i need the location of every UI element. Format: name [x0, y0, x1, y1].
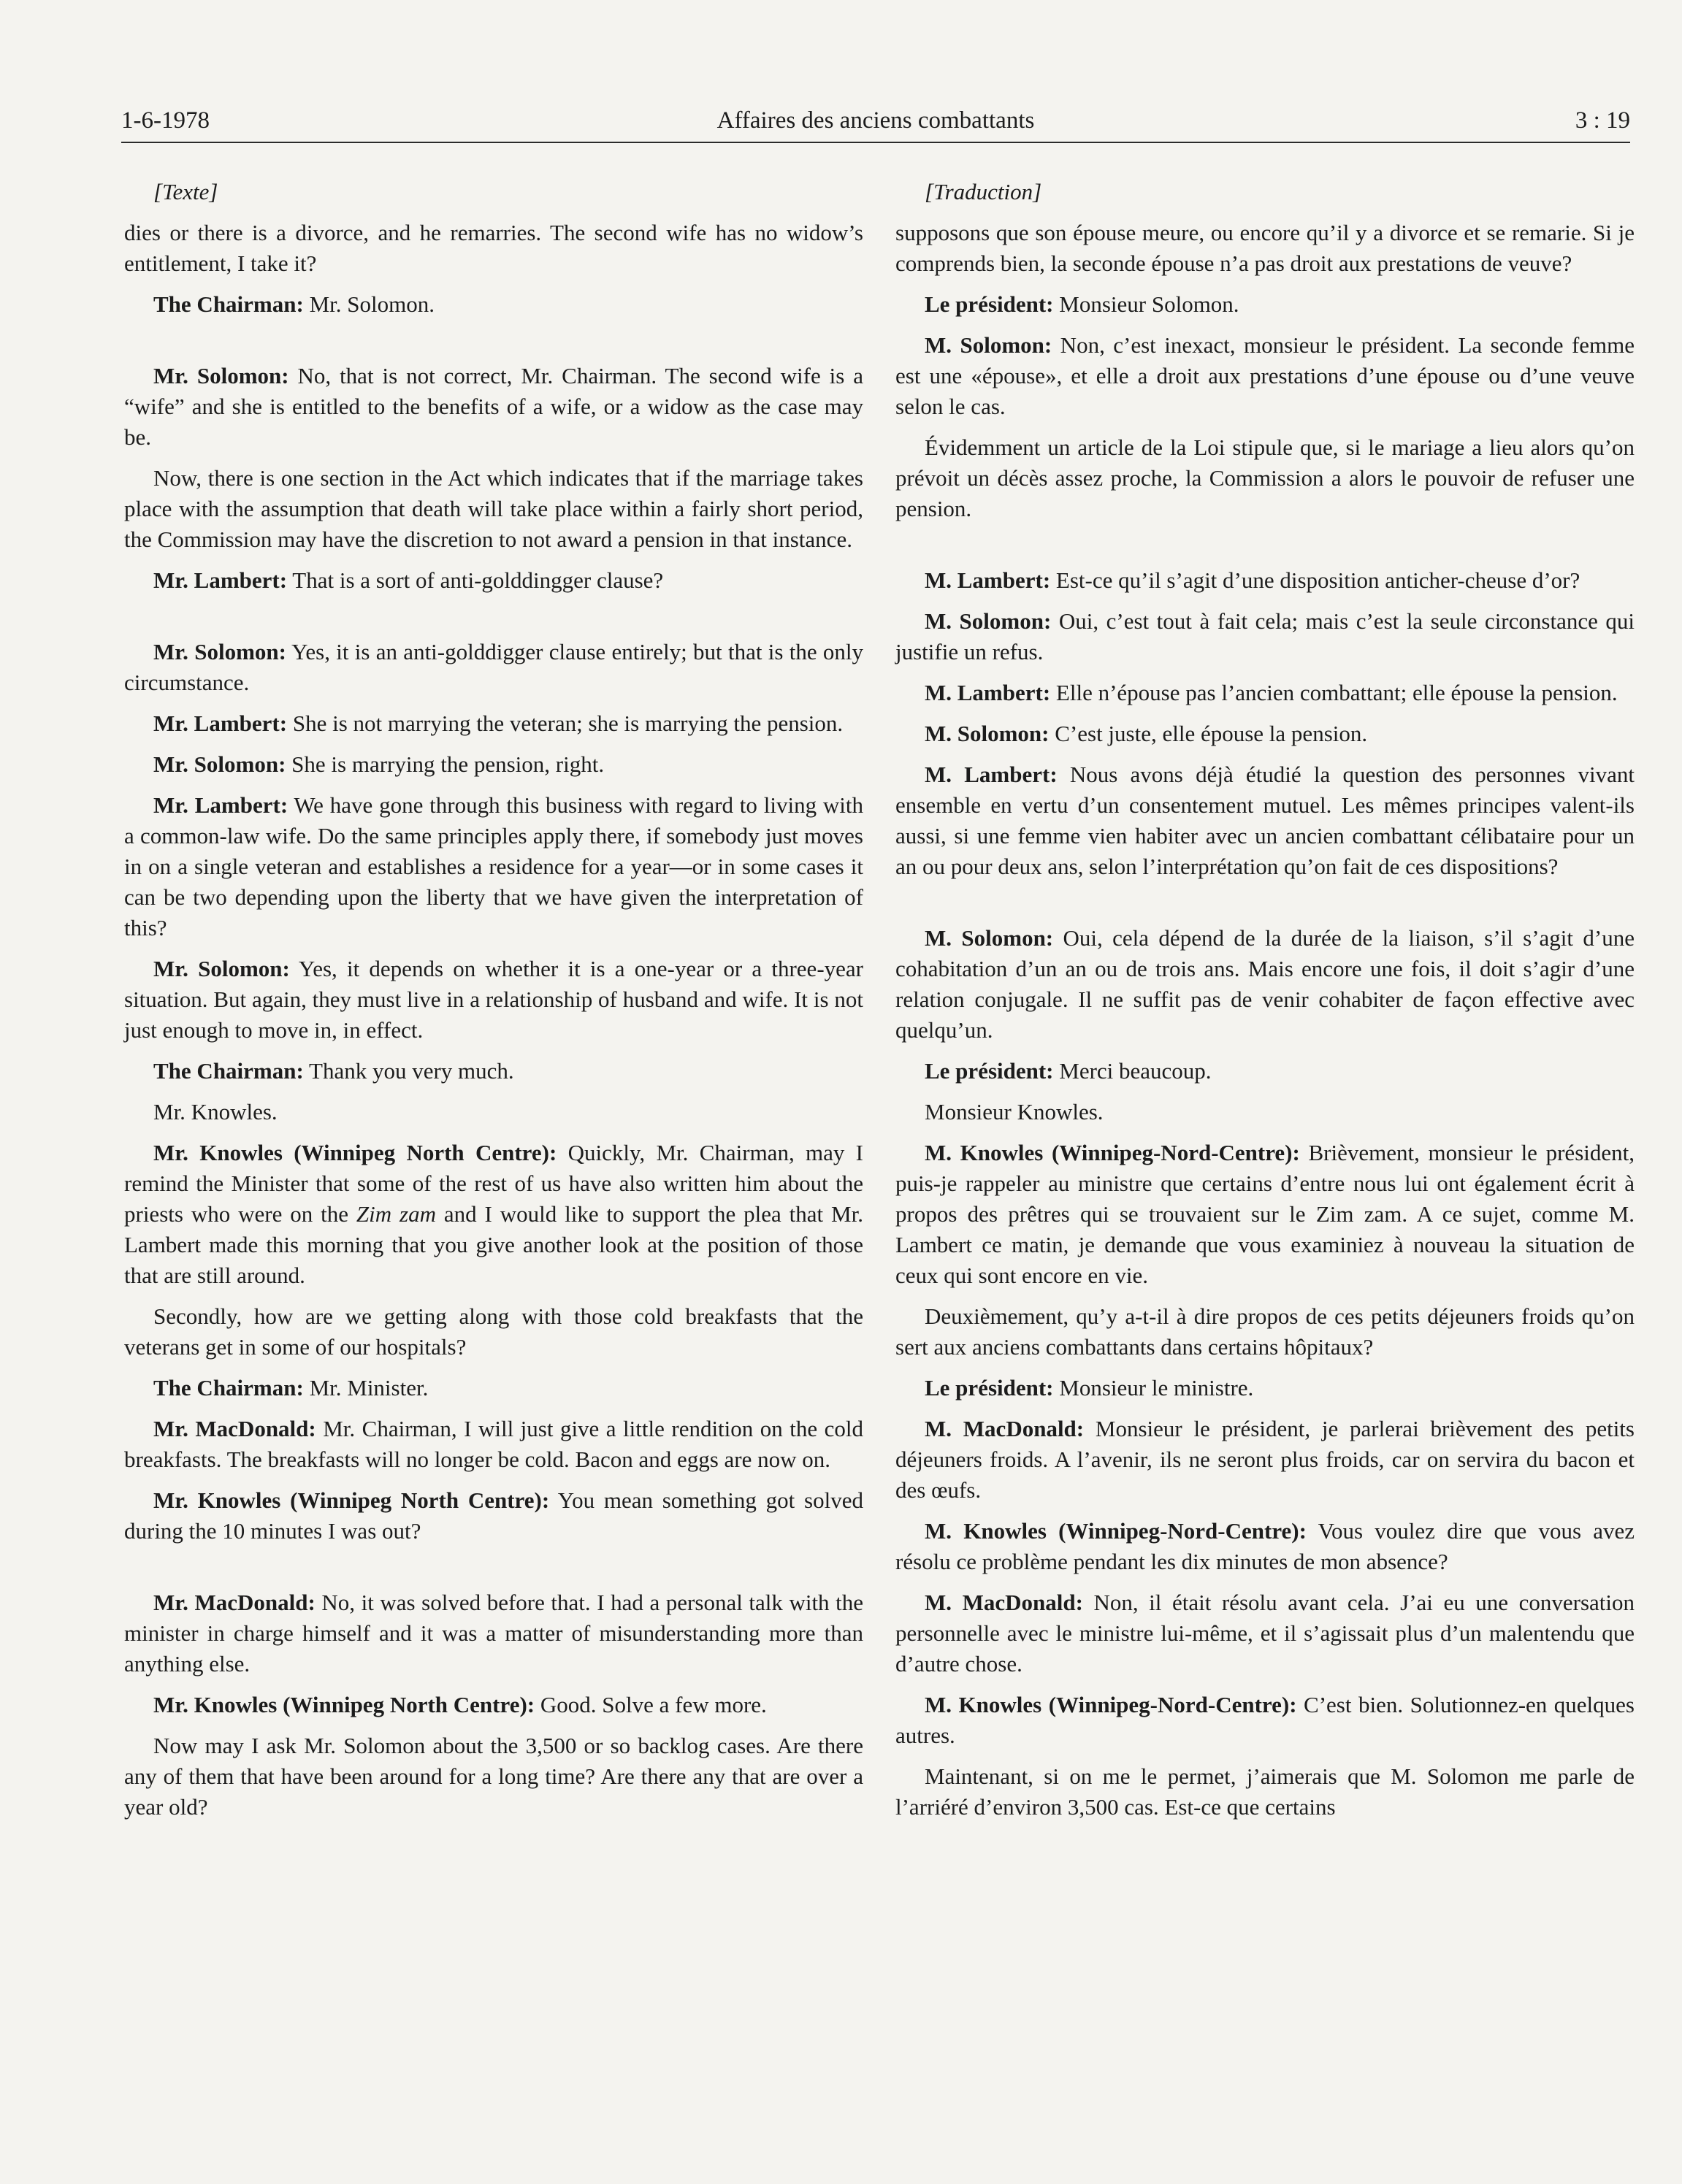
column-label: [Traduction]	[925, 179, 1042, 204]
speaker-name: M. Solomon:	[925, 925, 1054, 951]
paragraph: M. Lambert: Est-ce qu’il s’agit d’une disposition anticher-cheuse d’or?	[925, 567, 1580, 593]
speaker-name: Mr. Solomon:	[153, 639, 286, 664]
speaker-name: Mr. Lambert:	[153, 567, 288, 593]
speaker-name: M. Lambert:	[925, 680, 1051, 705]
speaker-name: Le président:	[925, 291, 1054, 317]
paragraph: Mr. Solomon: She is marrying the pension, right.	[153, 751, 605, 777]
paragraph: Mr. MacDonald: Mr. Chairman, I will just give a little rendition on the cold breakfasts. The breakfasts will no longer be cold. Bacon and eggs are now on.	[124, 1416, 863, 1472]
paragraph: Mr. Knowles (Winnipeg North Centre): You mean something got solved during the 10 minutes I was out?	[124, 1487, 863, 1544]
paragraph: M. Solomon: C’est juste, elle épouse la pension.	[925, 721, 1368, 746]
speaker-name: Mr. Solomon:	[153, 956, 290, 981]
paragraph: Now may I ask Mr. Solomon about the 3,500 or so backlog cases. Are there any of them that have been around for a long time? Are there any that are over a year old?	[124, 1733, 863, 1820]
speaker-name: Mr. MacDonald:	[153, 1590, 316, 1615]
paragraph: The Chairman: Thank you very much.	[153, 1058, 514, 1084]
speaker-name: Mr. MacDonald:	[153, 1416, 316, 1441]
speaker-name: M. Knowles (Winnipeg-Nord-Centre):	[925, 1140, 1300, 1165]
paragraph: Le président: Monsieur le ministre.	[925, 1375, 1254, 1401]
paragraph: M. Knowles (Winnipeg-Nord-Centre): C’est bien. Solutionnez-en quelques autres.	[895, 1692, 1635, 1748]
paragraph: Monsieur Knowles.	[925, 1099, 1104, 1124]
speaker-name: Le président:	[925, 1375, 1054, 1401]
header-rule	[121, 142, 1630, 143]
column-label: [Texte]	[153, 179, 218, 204]
paragraph: Mr. Lambert: She is not marrying the veteran; she is marrying the pension.	[153, 710, 844, 736]
paragraph: M. Knowles (Winnipeg-Nord-Centre): Vous voulez dire que vous avez résolu ce problème pendant les dix minutes de mon absence?	[895, 1518, 1635, 1574]
paragraph: Mr. Knowles.	[153, 1099, 278, 1124]
paragraph: M. MacDonald: Monsieur le président, je parlerai brièvement des petits déjeuners froids. A l’avenir, ils ne seront plus froids, car on servira du bacon et des œufs.	[895, 1416, 1635, 1503]
paragraph: Mr. Solomon: No, that is not correct, Mr. Chairman. The second wife is a “wife” and she is entitled to the benefits of a wife, or a widow as the case may be.	[124, 363, 863, 450]
speaker-name: Mr. Lambert:	[153, 792, 288, 818]
speaker-name: Mr. Knowles (Winnipeg North Centre):	[153, 1692, 535, 1717]
paragraph: M. Lambert: Nous avons déjà étudié la question des personnes vivant ensemble en vertu d’un consentement mutuel. Les mêmes principes valent-ils aussi, si une femme vien habiter avec un ancien combattant célibataire pour un an ou pour deux ans, selon l’interprétation qu’on fait de ces dispositions?	[895, 762, 1635, 879]
speaker-name: M. Lambert:	[925, 762, 1058, 787]
paragraph: Mr. Lambert: We have gone through this business with regard to living with a common-law wife. Do the same principles apply there, if somebody just moves in on a single veteran and establishes a residence for a year—or in some cases it can be two depending upon the liberty that we have given the interpretation of this?	[124, 792, 863, 940]
speaker-name: M. Lambert:	[925, 567, 1051, 593]
paragraph: Deuxièmement, qu’y a-t-il à dire propos de ces petits déjeuners froids qu’on sert aux anciens combattants dans certains hôpitaux?	[895, 1303, 1635, 1360]
header-page-number: 3 : 19	[1575, 107, 1630, 134]
paragraph: Le président: Merci beaucoup.	[925, 1058, 1212, 1084]
speaker-name: M. Solomon:	[925, 721, 1050, 746]
page-header	[121, 99, 1630, 142]
paragraph: Secondly, how are we getting along with those cold breakfasts that the veterans get in some of our hospitals?	[124, 1303, 863, 1360]
speaker-name: Le président:	[925, 1058, 1054, 1084]
paragraph: Mr. Knowles (Winnipeg North Centre): Quickly, Mr. Chairman, may I remind the Minister that some of the rest of us have also written him about the priests who were on the Zim zam and I would like to support the plea that Mr. Lambert made this morning that you give another look at the position of those that are still around.	[124, 1140, 863, 1288]
speaker-name: M. Knowles (Winnipeg-Nord-Centre):	[925, 1518, 1307, 1544]
speaker-name: Mr. Knowles (Winnipeg North Centre):	[153, 1487, 550, 1513]
paragraph: The Chairman: Mr. Solomon.	[153, 291, 435, 317]
speaker-name: The Chairman:	[153, 291, 304, 317]
speaker-name: Mr. Solomon:	[153, 751, 286, 777]
speaker-name: M. MacDonald:	[925, 1416, 1085, 1441]
paragraph: Le président: Monsieur Solomon.	[925, 291, 1239, 317]
left-column	[124, 177, 863, 1833]
header-date: 1-6-1978	[121, 107, 210, 134]
header-title: Affaires des anciens combattants	[716, 107, 1035, 134]
speaker-name: M. MacDonald:	[925, 1590, 1083, 1615]
paragraph: M. Solomon: Oui, c’est tout à fait cela; mais c’est la seule circonstance qui justifie un refus.	[895, 608, 1635, 664]
speaker-name: M. Solomon:	[925, 332, 1052, 358]
paragraph: M. Lambert: Elle n’épouse pas l’ancien combattant; elle épouse la pension.	[925, 680, 1618, 705]
speaker-name: Mr. Lambert:	[153, 710, 288, 736]
paragraph: Mr. Solomon: Yes, it is an anti-golddigger clause entirely; but that is the only circumstance.	[124, 639, 863, 695]
paragraph: dies or there is a divorce, and he remarries. The second wife has no widow’s entitlement, I take it?	[124, 220, 863, 276]
paragraph: Now, there is one section in the Act which indicates that if the marriage takes place with the assumption that death will take place within a fairly short period, the Commission may have the discretion to not award a pension in that instance.	[124, 465, 863, 552]
paragraph: M. Knowles (Winnipeg-Nord-Centre): Brièvement, monsieur le président, puis-je rappeler au ministre que certains d’entre nous lui ont également écrit à propos des prêtres qui se trouvaient sur le Zim zam. A ce sujet, comme M. Lambert ce matin, je demande que vous examiniez à nouveau la situation de ceux qui sont encore en vie.	[895, 1140, 1635, 1288]
paragraph: M. Solomon: Non, c’est inexact, monsieur le président. La seconde femme est une «épouse», et elle a droit aux prestations d’une épouse ou d’une veuve selon le cas.	[895, 332, 1635, 419]
paragraph: Mr. MacDonald: No, it was solved before that. I had a personal talk with the minister in charge himself and it was a matter of misunderstanding more than anything else.	[124, 1590, 863, 1677]
paragraph: Mr. Solomon: Yes, it depends on whether it is a one-year or a three-year situation. But again, they must live in a relationship of husband and wife. It is not just enough to move in, in effect.	[124, 956, 863, 1043]
paragraph: M. Solomon: Oui, cela dépend de la durée de la liaison, s’il s’agit d’une cohabitation d’un an ou de trois ans. Mais encore une fois, il doit s’agir d’une relation conjugale. Il ne suffit pas de venir cohabiter de façon effective avec quelqu’un.	[895, 925, 1635, 1043]
speaker-name: The Chairman:	[153, 1375, 304, 1401]
right-column	[895, 177, 1635, 1833]
speaker-name: The Chairman:	[153, 1058, 304, 1084]
paragraph: supposons que son épouse meure, ou encore qu’il y a divorce et se remarie. Si je comprends bien, la seconde épouse n’a pas droit aux prestations de veuve?	[895, 220, 1635, 276]
paragraph: M. MacDonald: Non, il était résolu avant cela. J’ai eu une conversation personnelle avec le ministre lui-même, et il s’agissait plus d’un malentendu que d’autre chose.	[895, 1590, 1635, 1677]
speaker-name: M. Solomon:	[925, 608, 1052, 634]
paragraph: Évidemment un article de la Loi stipule que, si le mariage a lieu alors qu’on prévoit un décès assez proche, la Commission a alors le pouvoir de refuser une pension.	[895, 434, 1635, 521]
paragraph: Mr. Knowles (Winnipeg North Centre): Good. Solve a few more.	[153, 1692, 767, 1717]
paragraph: The Chairman: Mr. Minister.	[153, 1375, 429, 1401]
paragraph: Mr. Lambert: That is a sort of anti-golddingger clause?	[153, 567, 664, 593]
speaker-name: M. Knowles (Winnipeg-Nord-Centre):	[925, 1692, 1297, 1717]
paragraph: Maintenant, si on me le permet, j’aimerais que M. Solomon me parle de l’arriéré d’environ 3,500 cas. Est-ce que certains	[895, 1763, 1635, 1820]
speaker-name: Mr. Knowles (Winnipeg North Centre):	[153, 1140, 557, 1165]
speaker-name: Mr. Solomon:	[153, 363, 289, 388]
